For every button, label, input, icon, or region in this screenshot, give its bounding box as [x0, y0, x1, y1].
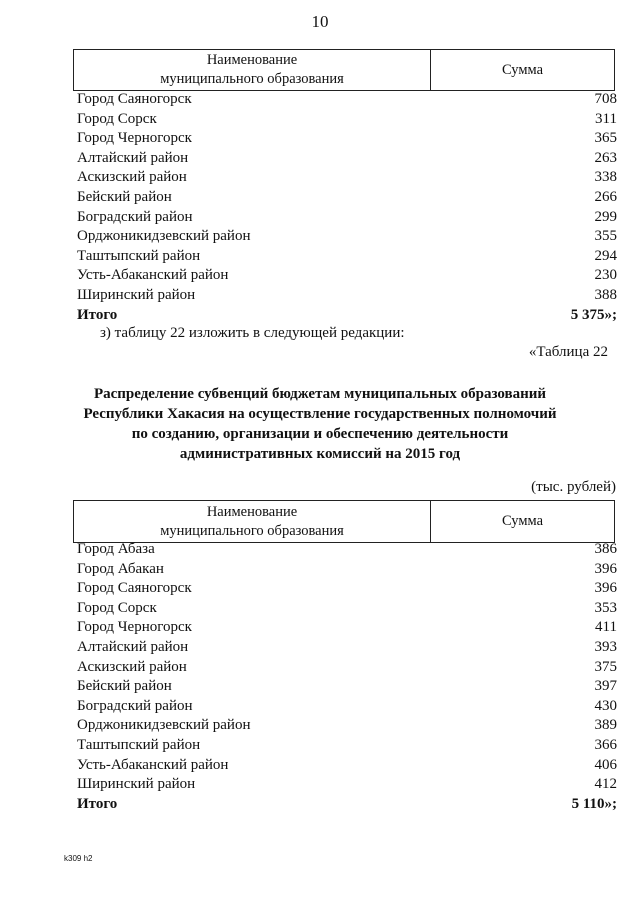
total-row [77, 795, 617, 815]
table-row [77, 658, 617, 678]
table-row [77, 638, 617, 658]
row-name: Алтайский район [77, 149, 189, 166]
table-row [77, 188, 617, 208]
total-value: 5 375»; [570, 306, 617, 323]
row-name: Боградский район [77, 208, 193, 225]
row-name: Город Черногорск [77, 130, 192, 147]
table-row [77, 775, 617, 795]
row-value: 338 [594, 169, 617, 186]
table-row [77, 227, 617, 247]
row-value: 389 [594, 717, 617, 734]
row-value: 393 [594, 638, 617, 655]
table1-rows [77, 90, 617, 325]
row-value: 708 [594, 91, 617, 107]
row-name: Таштыпский район [77, 736, 201, 753]
row-name: Ширинский район [77, 776, 196, 793]
row-value: 388 [594, 286, 617, 303]
table2-rows [77, 540, 617, 814]
table2-header-sum: Сумма [431, 501, 615, 543]
page-number: 10 [311, 12, 329, 31]
row-value: 266 [594, 188, 617, 205]
table-row [77, 618, 617, 638]
table-row [77, 540, 617, 560]
row-value: 411 [595, 619, 617, 636]
section-title-line: Республики Хакасия на осуществление государственных полномочий [83, 406, 557, 422]
total-label: Итого [77, 306, 118, 323]
table-reference: «Таблица 22 [528, 344, 608, 360]
table-row [77, 756, 617, 776]
total-row [77, 306, 617, 326]
total-label: Итого [77, 795, 118, 812]
table1-header [73, 49, 615, 91]
row-name: Ширинский район [77, 286, 196, 303]
row-value: 299 [594, 208, 617, 225]
row-value: 397 [594, 678, 617, 695]
row-name: Алтайский район [77, 638, 189, 655]
section-title [0, 384, 640, 464]
row-name: Усть-Абаканский район [77, 756, 229, 773]
row-name: Аскизский район [77, 169, 187, 186]
table-row [77, 677, 617, 697]
table2-header-name: Наименование муниципального образования [74, 501, 431, 543]
total-value: 5 110»; [571, 795, 617, 812]
row-name: Город Черногорск [77, 619, 192, 636]
row-name: Орджоникидзевский район [77, 228, 251, 245]
row-value: 412 [594, 776, 617, 793]
table-row [77, 208, 617, 228]
row-name: Бейский район [77, 188, 172, 205]
row-value: 366 [594, 736, 617, 753]
row-name: Усть-Абаканский район [77, 267, 229, 284]
row-value: 294 [594, 247, 617, 264]
table-row [77, 579, 617, 599]
table2-header [73, 500, 615, 543]
amendment-clause: з) таблицу 22 изложить в следующей редакции: [100, 325, 405, 341]
row-value: 386 [594, 541, 617, 557]
row-name: Город Абакан [77, 560, 164, 577]
table-row [77, 90, 617, 110]
row-value: 230 [594, 267, 617, 284]
row-value: 375 [594, 658, 617, 675]
section-title-line: по созданию, организации и обеспечению деятельности [131, 426, 509, 442]
row-name: Бейский район [77, 678, 172, 695]
table-row [77, 716, 617, 736]
row-name: Таштыпский район [77, 247, 201, 264]
row-value: 396 [594, 580, 617, 597]
row-value: 396 [594, 560, 617, 577]
table-row [77, 697, 617, 717]
units-note: (тыс. рублей) [531, 479, 616, 495]
row-value: 355 [594, 228, 617, 245]
table-row [77, 286, 617, 306]
row-value: 353 [594, 599, 617, 616]
table1-header-sum: Сумма [431, 50, 615, 91]
row-value: 365 [594, 130, 617, 147]
row-name: Боградский район [77, 697, 193, 714]
table-row [77, 129, 617, 149]
row-name: Город Сорск [77, 110, 157, 127]
row-name: Аскизский район [77, 658, 187, 675]
table-row [77, 736, 617, 756]
row-name: Город Абаза [77, 541, 155, 557]
row-name: Город Сорск [77, 599, 157, 616]
row-value: 406 [594, 756, 617, 773]
section-title-line: административных комиссий на 2015 год [179, 446, 461, 462]
table-row [77, 266, 617, 286]
row-value: 263 [594, 149, 617, 166]
table-row [77, 247, 617, 267]
table-row [77, 149, 617, 169]
table-row [77, 599, 617, 619]
row-name: Город Саяногорск [77, 91, 192, 107]
row-name: Город Саяногорск [77, 580, 192, 597]
table1-header-name: Наименование муниципального образования [74, 50, 431, 91]
section-title-line: Распределение субвенций бюджетам муниципальных образований [93, 386, 547, 402]
table-row [77, 560, 617, 580]
table-row [77, 110, 617, 130]
row-value: 311 [595, 110, 617, 127]
row-name: Орджоникидзевский район [77, 717, 251, 734]
table-row [77, 168, 617, 188]
footer-code: k309 h2 [64, 854, 93, 863]
row-value: 430 [594, 697, 617, 714]
